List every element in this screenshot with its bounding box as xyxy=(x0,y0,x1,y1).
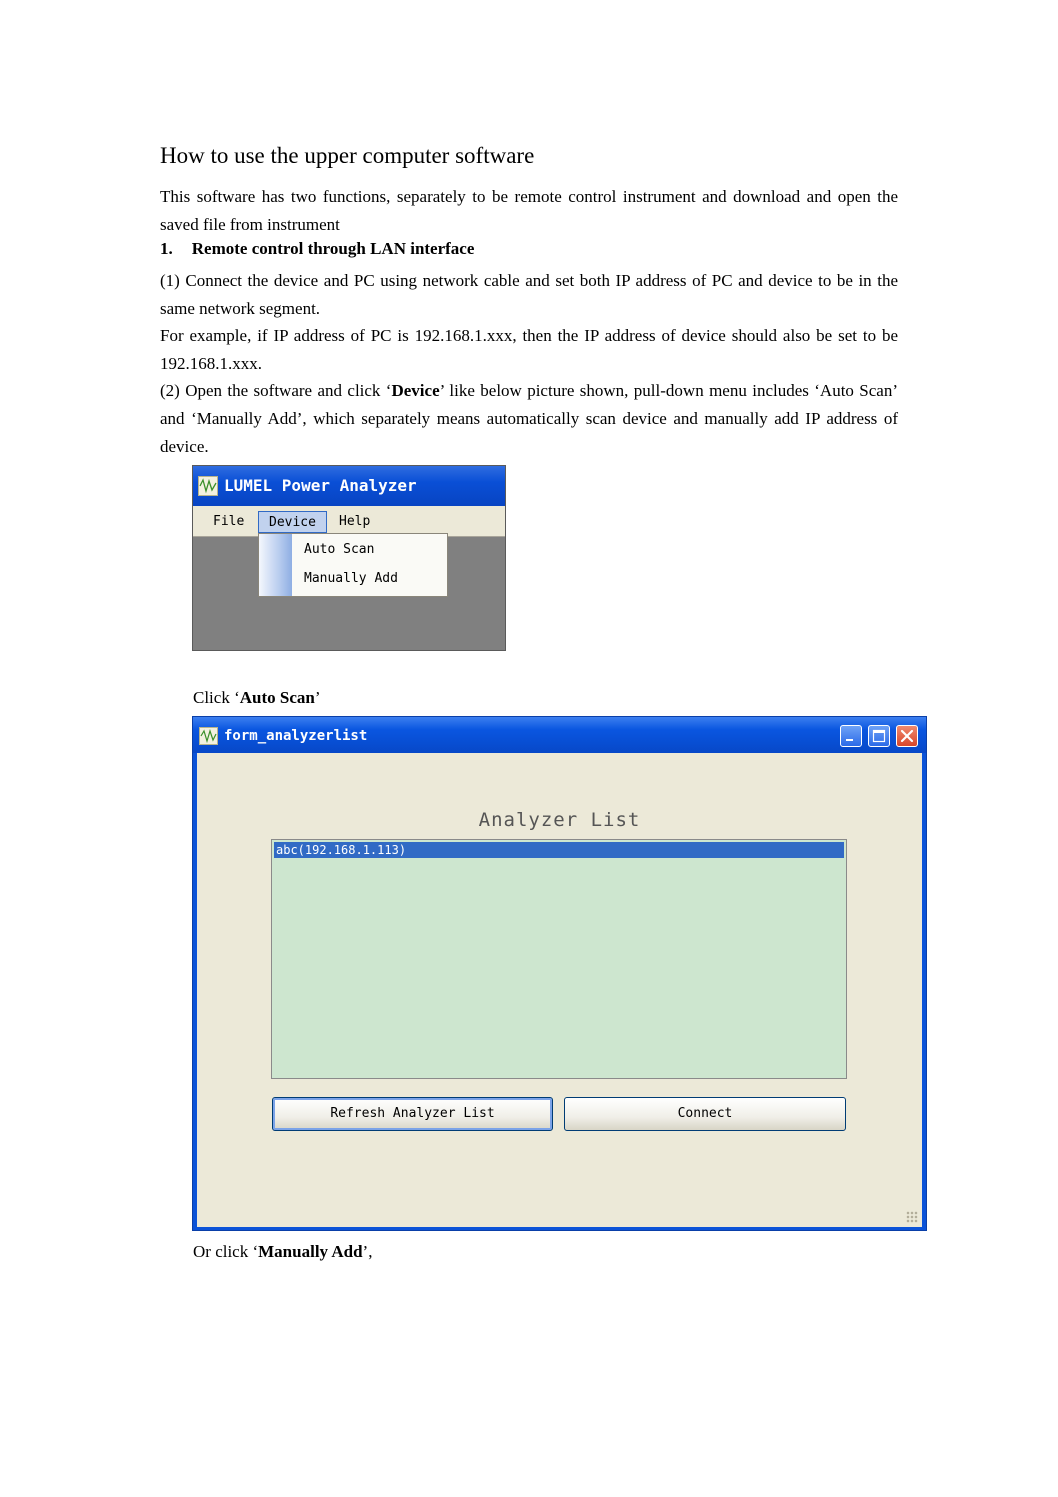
menu-item-manually-add[interactable]: Manually Add xyxy=(304,571,398,586)
analyzer-list-heading: Analyzer List xyxy=(478,809,641,831)
caption-2-bold: Manually Add xyxy=(258,1242,363,1261)
minimize-icon xyxy=(841,726,861,746)
step-2-paragraph xyxy=(160,377,898,461)
menu-device[interactable]: Device xyxy=(258,511,327,533)
step-2-text-bold: Device xyxy=(391,381,440,400)
step-2-text-post: ’ like below picture shown, pull-down menu includes ‘Auto Scan’ and ‘Manually Add’, which separately means automatically scan device and manually add IP address of device. xyxy=(160,381,899,456)
maximize-icon xyxy=(869,726,889,746)
section-number: 1. xyxy=(160,239,173,258)
refresh-analyzer-list-button[interactable]: Refresh Analyzer List xyxy=(272,1097,553,1131)
caption-1-pre: Click ‘ xyxy=(193,688,240,707)
intro-paragraph: This software has two functions, separately to be remote control instrument and download and open the saved file from instrument xyxy=(160,187,898,234)
section-1-heading xyxy=(160,239,474,259)
analyzerlist-client-area xyxy=(197,753,922,1227)
caption-manually-add xyxy=(193,1242,372,1262)
analyzer-listbox[interactable] xyxy=(271,839,847,1079)
lumel-title-bar xyxy=(193,466,505,506)
analyzerlist-window-title: form_analyzerlist xyxy=(224,728,368,744)
menu-file[interactable]: File xyxy=(213,514,245,529)
analyzerlist-title-bar xyxy=(193,717,926,753)
connect-button[interactable]: Connect xyxy=(564,1097,846,1131)
menu-item-auto-scan[interactable]: Auto Scan xyxy=(304,542,375,557)
list-item[interactable]: abc(192.168.1.113) xyxy=(274,842,844,858)
minimize-button[interactable] xyxy=(840,725,862,747)
lumel-window-title: LUMEL Power Analyzer xyxy=(224,476,417,495)
caption-1-post: ’ xyxy=(314,688,321,707)
close-button[interactable] xyxy=(896,725,918,747)
step-1-paragraph: (1) Connect the device and PC using network cable and set both IP address of PC and device to be in the same network segment. xyxy=(160,271,898,318)
maximize-button[interactable] xyxy=(868,725,890,747)
caption-2-pre: Or click ‘ xyxy=(193,1242,259,1261)
screenshot-lumel-window xyxy=(192,465,506,651)
page-heading: How to use the upper computer software xyxy=(160,143,535,168)
app-logo-icon xyxy=(198,476,218,496)
close-icon xyxy=(897,726,917,746)
resize-grip-icon[interactable] xyxy=(906,1211,918,1223)
caption-auto-scan xyxy=(193,688,321,708)
section-title: Remote control through LAN interface xyxy=(191,239,475,258)
menu-icon-strip xyxy=(259,534,292,596)
step-2-text-pre: (2) Open the software and click ‘ xyxy=(160,381,392,400)
example-paragraph: For example, if IP address of PC is 192.168.1.xxx, then the IP address of device should also be set to be 192.168.1.xxx. xyxy=(160,326,898,373)
menu-help[interactable]: Help xyxy=(339,514,371,529)
device-dropdown-menu xyxy=(258,533,448,597)
caption-1-bold: Auto Scan xyxy=(239,688,315,707)
caption-2-post: ’, xyxy=(362,1242,373,1261)
app-logo-icon xyxy=(199,727,218,745)
screenshot-analyzer-list-window xyxy=(192,716,927,1231)
